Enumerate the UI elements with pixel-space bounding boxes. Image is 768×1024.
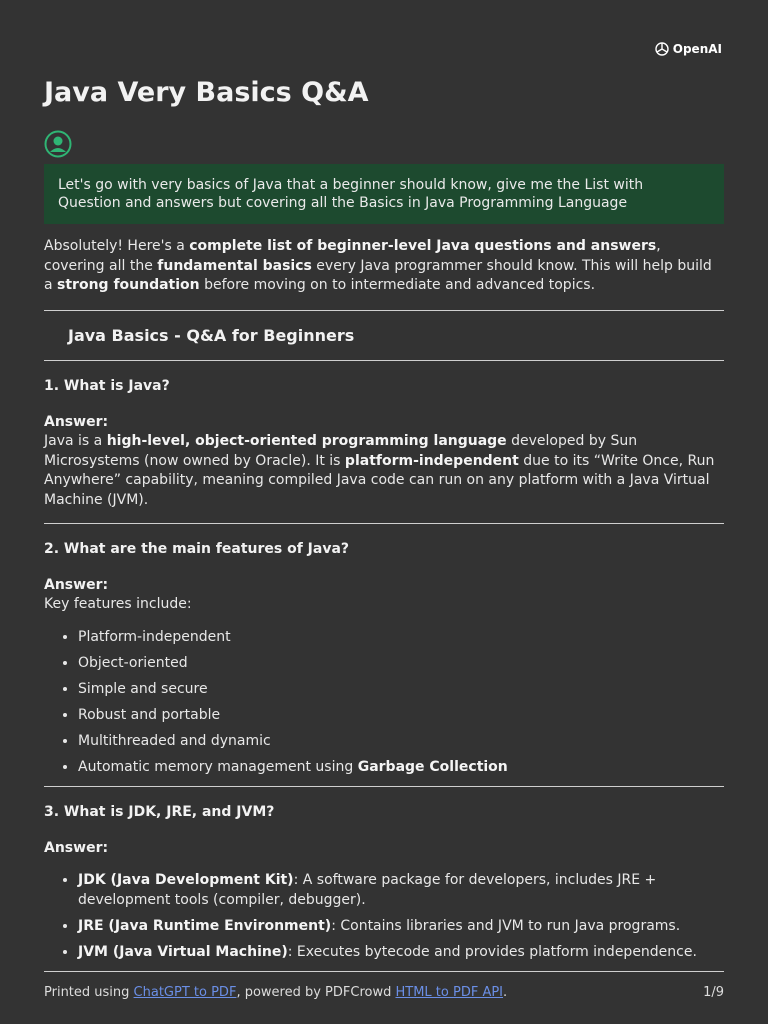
- list-item: • Robust and portable: [78, 706, 724, 726]
- list-item-term: JDK (Java Development Kit): [78, 872, 294, 888]
- user-prompt: Let's go with very basics of Java that a beginner should know, give me the List with Question and answers but covering all the Basics in Java Programming Language: [44, 164, 724, 224]
- question-1: 1. What is Java?: [44, 378, 170, 394]
- intro-text: , covering all the: [44, 238, 661, 274]
- divider: [44, 523, 724, 524]
- features-list: [44, 628, 724, 778]
- page-number: 1/9: [703, 985, 724, 1000]
- list-item: [78, 758, 724, 778]
- footer-credits: [44, 985, 507, 1000]
- chatgpt-to-pdf-link[interactable]: ChatGPT to PDF: [133, 985, 237, 1000]
- list-item: [78, 943, 724, 963]
- list-item-bold: Garbage Collection: [357, 758, 508, 775]
- divider: [44, 971, 724, 972]
- answer-1: [44, 432, 724, 510]
- intro-paragraph: [44, 237, 724, 296]
- question-2: 2. What are the main features of Java?: [44, 541, 350, 557]
- intro-text: before moving on to intermediate and advanced topics.: [199, 277, 596, 293]
- divider: [44, 786, 724, 787]
- list-item-desc: : Contains libraries and JVM to run Java programs.: [331, 917, 681, 934]
- answer-text: developed by Sun Microsystems (now owned by Oracle). It is: [44, 433, 638, 469]
- list-item: [78, 917, 724, 937]
- list-item: • Simple and secure: [78, 680, 724, 700]
- list-item: • Platform-independent: [78, 628, 724, 648]
- list-item: • Multithreaded and dynamic: [78, 732, 724, 752]
- page-title: Java Very Basics Q&A: [44, 77, 369, 108]
- divider: [44, 360, 724, 361]
- openai-logo: [654, 41, 722, 57]
- answer-bold: platform-independent: [344, 452, 519, 469]
- question-3: 3. What is JDK, JRE, and JVM?: [44, 804, 275, 820]
- answer-label: Answer:: [44, 839, 109, 856]
- openai-icon: [654, 41, 670, 57]
- answer-text: Java is a: [44, 433, 107, 449]
- list-item-desc: : Executes bytecode and provides platform independence.: [287, 943, 697, 960]
- answer-text: due to its “Write Once, Run Anywhere” capability, meaning compiled Java code can run on any platform with a Java Virtual Machine (JVM).: [44, 452, 715, 508]
- list-item: • Object-oriented: [78, 654, 724, 674]
- page-footer: [44, 985, 724, 1000]
- intro-bold: complete list of beginner-level Java questions and answers: [189, 238, 657, 254]
- jdk-jre-jvm-list: [44, 871, 724, 962]
- footer-text: Printed using: [44, 985, 134, 1000]
- footer-text: .: [503, 985, 508, 1000]
- answer-label: Answer:: [44, 413, 109, 430]
- answer-2-lead: Key features include:: [44, 596, 192, 612]
- response-content: [44, 237, 724, 972]
- list-item-desc: : A software package for developers, includes JRE + development tools (compiler, debugger).: [78, 872, 657, 908]
- footer-text: , powered by PDFCrowd: [236, 985, 396, 1000]
- intro-bold: fundamental basics: [157, 257, 312, 274]
- list-item-term: JRE (Java Runtime Environment): [78, 917, 332, 934]
- intro-text: Absolutely! Here's a: [44, 238, 190, 254]
- html-to-pdf-api-link[interactable]: HTML to PDF API: [395, 985, 504, 1000]
- list-item-term: JVM (Java Virtual Machine): [78, 943, 288, 960]
- list-item: [78, 871, 724, 910]
- intro-text: every Java programmer should know. This will help build a: [44, 257, 712, 293]
- answer-label: Answer:: [44, 576, 109, 593]
- answer-bold: high-level, object-oriented programming language: [106, 433, 507, 449]
- user-avatar-icon: [44, 130, 72, 158]
- section-title: Java Basics - Q&A for Beginners: [68, 325, 355, 345]
- logo-text: OpenAI: [672, 42, 722, 56]
- intro-bold: strong foundation: [57, 277, 200, 293]
- list-item-text: Automatic memory management using: [78, 758, 358, 775]
